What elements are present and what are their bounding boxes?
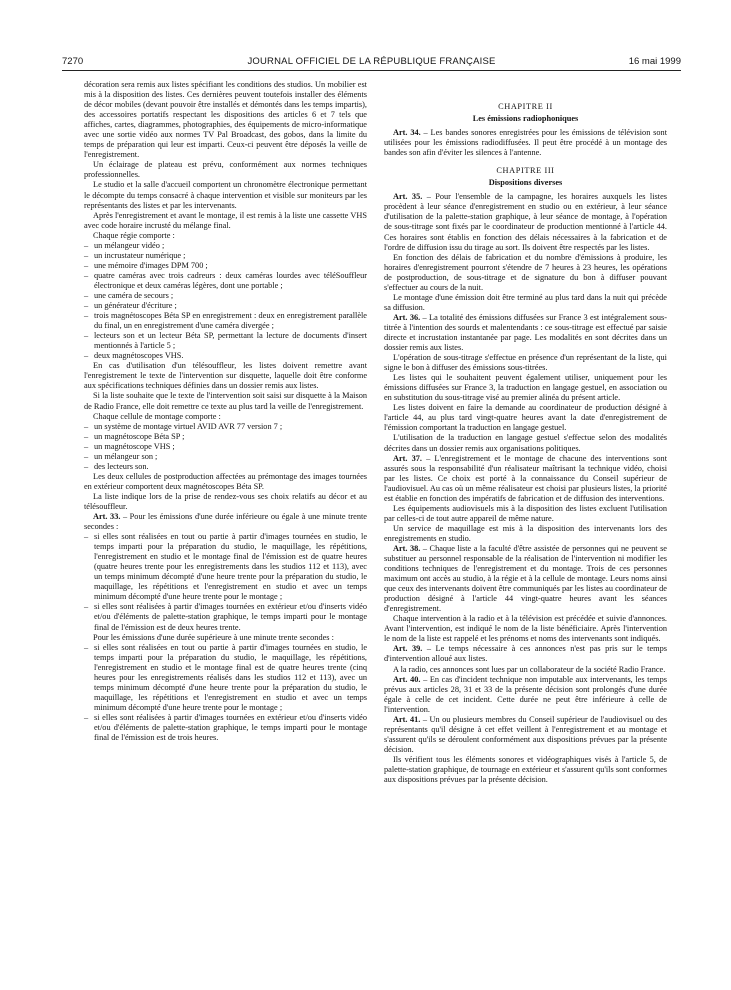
list-item: – quatre caméras avec trois cadreurs : deux caméras lourdes avec téléSouffleur électronique et deux caméras légères, dont une portable ;: [84, 271, 367, 291]
article-text: – En cas d'incident technique non imputable aux intervenants, les temps prévus aux articles 28, 31 et 33 de la présente décision sont prolongés d'une durée égale à celle de cet incident. Cette durée ne peut être inférieure à celle de l'intervention.: [384, 674, 667, 714]
list-item: – deux magnétoscopes VHS.: [84, 351, 367, 361]
article-label: Art. 36.: [393, 312, 421, 322]
article-label: Art. 40.: [393, 674, 421, 684]
issue-date: 16 mai 1999: [628, 56, 681, 67]
header-rule: [62, 70, 681, 71]
paragraph: Pour les émissions d'une durée supérieure à une minute trente secondes :: [93, 632, 334, 642]
list-item: – si elles sont réalisées en tout ou partie à partir d'images tournées en studio, le temps imparti pour la préparation du studio, le maquillage, les répétitions, l'enregistrement en studio et le montage final de l'émission est de quatre heures (quatre heures trente pour les enregistrements dans les studios 112 et 113), avec un temps minimum décompté d'une heure trente pour la préparation du studio, le maquillage, les répétitions et l'enregistrement en studio et avec un temps minimum décompté d'une heure trente pour le montage ;: [84, 532, 367, 602]
list-item: – si elles sont réalisées à partir d'images tournées en extérieur et/ou d'inserts vidéo et/ou d'éléments de palette-station graphique, le temps imparti pour le montage final de l'émission est de trois heures.: [84, 713, 367, 743]
paragraph: Un service de maquillage est mis à la disposition des intervenants lors des enregistrements en studio.: [384, 523, 667, 543]
paragraph: Si la liste souhaite que le texte de l'intervention soit saisi sur disquette à la Maison de Radio France, elle doit remettre ce texte au plus tard la veille de l'enregistrement.: [84, 391, 367, 411]
article-label: Art. 39.: [393, 644, 423, 654]
paragraph: A la radio, ces annonces sont lues par un collaborateur de la société Radio France.: [393, 664, 666, 674]
paragraph: Les équipements audiovisuels mis à la disposition des listes excluent l'utilisation par celles-ci de tout autre appareil de même nature.: [384, 503, 667, 523]
chapter-heading: CHAPITRE II: [498, 102, 553, 111]
list-item: – trois magnétoscopes Béta SP en enregistrement : deux en enregistrement parallèle du final, un en enregistrement d'une caméra divergée ;: [84, 311, 367, 331]
left-column: [84, 80, 367, 743]
article-text: – Le temps nécessaire à ces annonces n'est pas pris sur le temps d'intervention alloué aux listes.: [384, 644, 667, 664]
paragraph: Chaque régie comporte :: [93, 230, 175, 240]
paragraph: Chaque cellule de montage comporte :: [93, 411, 221, 421]
list-item: – des lecteurs son.: [84, 462, 367, 472]
list-item: – une mémoire d'images DPM 700 ;: [84, 261, 367, 271]
paragraph: Le studio et la salle d'accueil comportent un chronomètre électronique permettant le décompte du temps consacré à chaque intervention et visible sur moniteurs par les représentants des listes et par les intervenants.: [84, 180, 367, 210]
article-34: [384, 128, 667, 158]
article-39: [384, 644, 667, 664]
list-item: – un générateur d'écriture ;: [84, 301, 367, 311]
article-33: [84, 512, 367, 532]
list-item: – si elles sont réalisées en tout ou partie à partir d'images tournées en studio, le temps imparti pour la préparation du studio, le maquillage, les répétitions, l'enregistrement en studio et le montage final est de quatre heures trente (cinq heures pour les enregistrements réalisés dans les studios 112 et 113), avec un temps minimum décompté d'une heure trente pour la préparation du studio, le maquillage, les répétitions et l'enregistrement en studio et avec un temps minimum décompté d'une heure trente pour le montage ;: [84, 643, 367, 713]
article-text: – Chaque liste a la faculté d'être assistée de personnes qui ne peuvent se substituer au personnel responsable de la réalisation de l'intervention ni modifier les conditions techniques de l'enregistrement et du montage. Trois de ces personnes maximum ont accès au studio, à la régie et à la cellule de montage. Leurs noms ainsi que ceux des intervenants doivent être communiqués par les listes au coordinateur de production désigné à l'article 44 vingt-quatre heures avant les séances d'enregistrement.: [384, 543, 667, 614]
article-38: [384, 544, 667, 614]
art33-list-long: [84, 643, 367, 743]
paragraph: Ils vérifient tous les éléments sonores et vidéographiques visés à l'article 5, de palette-station graphique, de tournage en extérieur et s'assurent qu'ils sont conformes aux dispositions prévues par la présente décision.: [384, 754, 667, 785]
list-item: – lecteurs son et un lecteur Béta SP, permettant la lecture de documents d'insert mentionnés à l'article 5 ;: [84, 331, 367, 351]
paragraph: Les deux cellules de postproduction affectées au prémontage des images tournées en extérieur comportent deux magnétoscopes Béta SP.: [84, 471, 367, 491]
article-label: Art. 37.: [393, 453, 423, 463]
list-item: – un magnétoscope VHS ;: [84, 442, 367, 452]
article-label: Art. 35.: [393, 192, 423, 202]
article-40: [384, 675, 667, 715]
paragraph: L'utilisation de la traduction en langage gestuel s'effectue selon des modalités décrites dans un dossier remis aux organisations politiques.: [384, 433, 667, 453]
regie-equipment-list: [84, 241, 367, 362]
paragraph: L'opération de sous-titrage s'effectue en présence d'un représentant de la liste, qui signe le bon à diffuser des émissions sous-titrées.: [384, 353, 667, 373]
right-column: [384, 80, 667, 785]
chapter-heading: CHAPITRE III: [496, 166, 555, 176]
list-item: – une caméra de secours ;: [84, 291, 367, 301]
article-label: Art. 38.: [393, 543, 421, 553]
list-item: – un mélangeur vidéo ;: [84, 241, 367, 251]
article-label: Art. 41.: [393, 714, 421, 724]
page-header: [62, 56, 681, 70]
article-text: – Un ou plusieurs membres du Conseil supérieur de l'audiovisuel ou des représentants qu'il désigne à cet effet veillent à l'enregistrement et au montage et s'assurent qu'ils se déroulent conformément aux dispositions prévues par la présente décision.: [384, 714, 667, 754]
article-label: Art. 33.: [93, 512, 121, 522]
art33-list-short: [84, 532, 367, 632]
article-36: [384, 313, 667, 353]
article-text: – La totalité des émissions diffusées sur France 3 est intégralement sous-titrée à l'intention des sourds et malentendants : ce sous-titrage est effectué par saisie directe et incrustation instantanée par page. Les modalités en sont décrites dans un dossier remis aux listes.: [384, 312, 667, 353]
paragraph: Les listes qui le souhaitent peuvent également utiliser, uniquement pour les émissions diffusées sur France 3, la traduction en langage gestuel, en association ou en substitution du sous-titrage visé au premier alinéa du présent article.: [384, 373, 667, 403]
article-41: [384, 715, 667, 755]
list-item: – un incrustateur numérique ;: [84, 251, 367, 261]
article-text: – Les bandes sonores enregistrées pour les émissions de télévision sont utilisées pour les émissions radiodiffusées. Il peut être procédé à un montage des bandes son afin d'éviter les silences à l'antenne.: [384, 128, 667, 158]
list-item: – un magnétoscope Béta SP ;: [84, 432, 367, 442]
article-text: – Pour les émissions d'une durée inférieure ou égale à une minute trente secondes :: [84, 512, 367, 532]
page-number: 7270: [62, 56, 84, 67]
list-item: – un mélangeur son ;: [84, 452, 367, 462]
paragraph: En cas d'utilisation d'un télésouffleur, les listes doivent remettre avant l'enregistrement le texte de l'intervention sur disquette, laquelle doit être conforme aux spécifications techniques définies dans un dossier remis aux listes.: [84, 361, 367, 391]
paragraph: Un éclairage de plateau est prévu, conformément aux normes techniques professionnelles.: [84, 160, 367, 180]
article-37: [384, 454, 667, 504]
section-heading: Dispositions diverses: [488, 178, 563, 188]
list-item: – un système de montage virtuel AVID AVR 77 version 7 ;: [84, 422, 367, 432]
paragraph: Chaque intervention à la radio et à la télévision est précédée et suivie d'annonces. Avant l'intervention, est indiqué le nom de la liste bénéficiaire. Après l'intervention le nom de la liste est rappelé et les prénoms et noms des intervenants sont indiqués.: [384, 614, 667, 644]
section-heading: Les émissions radiophoniques: [472, 114, 579, 124]
article-35: [384, 192, 667, 252]
article-text: – L'enregistrement et le montage de chacune des interventions sont assurés sous la responsabilité d'un réalisateur maîtrisant la technique vidéo, choisi par les listes. Ce choix est porté à la connaissance du Conseil supérieur de l'audiovisuel. Au cas où un même réalisateur est choisi par plusieurs listes, la priorité est établie en fonction des impératifs de fabrication et de diffusion des interventions.: [384, 453, 667, 503]
list-item: – si elles sont réalisées à partir d'images tournées en extérieur et/ou d'inserts vidéo et/ou d'éléments de palette-station graphique, le temps imparti pour le montage final de l'émission est de deux heures trente.: [84, 602, 367, 632]
article-label: Art. 34.: [393, 128, 421, 138]
article-text: – Pour l'ensemble de la campagne, les horaires auxquels les listes procèdent à leur séance d'enregistrement en studio ou en extérieur, à leur séance d'utilisation de la palette-station graphique, à leur séance de montage, à l'opération de sous-titrage sont fixés par le coordinateur de production mentionné à l'article 44. Ces horaires sont établis en fonction des délais nécessaires à la fabrication et de l'ordre de diffusion issu du tirage au sort. Ils doivent être respectés par les listes.: [384, 192, 667, 252]
paragraph: Après l'enregistrement et avant le montage, il est remis à la liste une cassette VHS avec code horaire incrusté du mélange final.: [84, 210, 367, 230]
cellule-equipment-list: [84, 422, 367, 472]
paragraph: Les listes doivent en faire la demande au coordinateur de production désigné à l'article 44, au plus tard vingt-quatre heures avant la date d'enregistrement de l'émission comportant la traduction en langage gestuel.: [384, 403, 667, 433]
paragraph: La liste indique lors de la prise de rendez-vous ses choix relatifs au décor et au télésouffleur.: [84, 491, 367, 511]
paragraph: Le montage d'une émission doit être terminé au plus tard dans la nuit qui précède sa diffusion.: [384, 292, 667, 312]
journal-title: JOURNAL OFFICIEL DE LA RÉPUBLIQUE FRANÇAISE: [247, 56, 496, 67]
paragraph: décoration sera remis aux listes spécifiant les conditions des studios. Un mobilier est mis à la disposition des listes. Ces dernières peuvent toutefois installer des éléments de décor mobiles (devant pouvoir être installés et démontés dans les temps impartis), des accessoires portatifs respectant les dispositions des articles 6 et 7 tels que affiches, cartes, diagrammes, photographies, des équipements de micro-informatique avec une sortie vidéo aux normes TV Pal Broadcast, des gobos, dans la limite du temps de préparation qui leur est imparti. Ceux-ci peuvent être déposés la veille de l'enregistrement.: [84, 80, 367, 160]
paragraph: En fonction des délais de fabrication et du nombre d'émissions à produire, les horaires d'enregistrement pourront s'étendre de 7 heures à 23 heures, les opérations de postproduction, de sous-titrage et de signature du bon à diffuser pouvant s'effectuer au cours de la nuit.: [384, 252, 667, 292]
